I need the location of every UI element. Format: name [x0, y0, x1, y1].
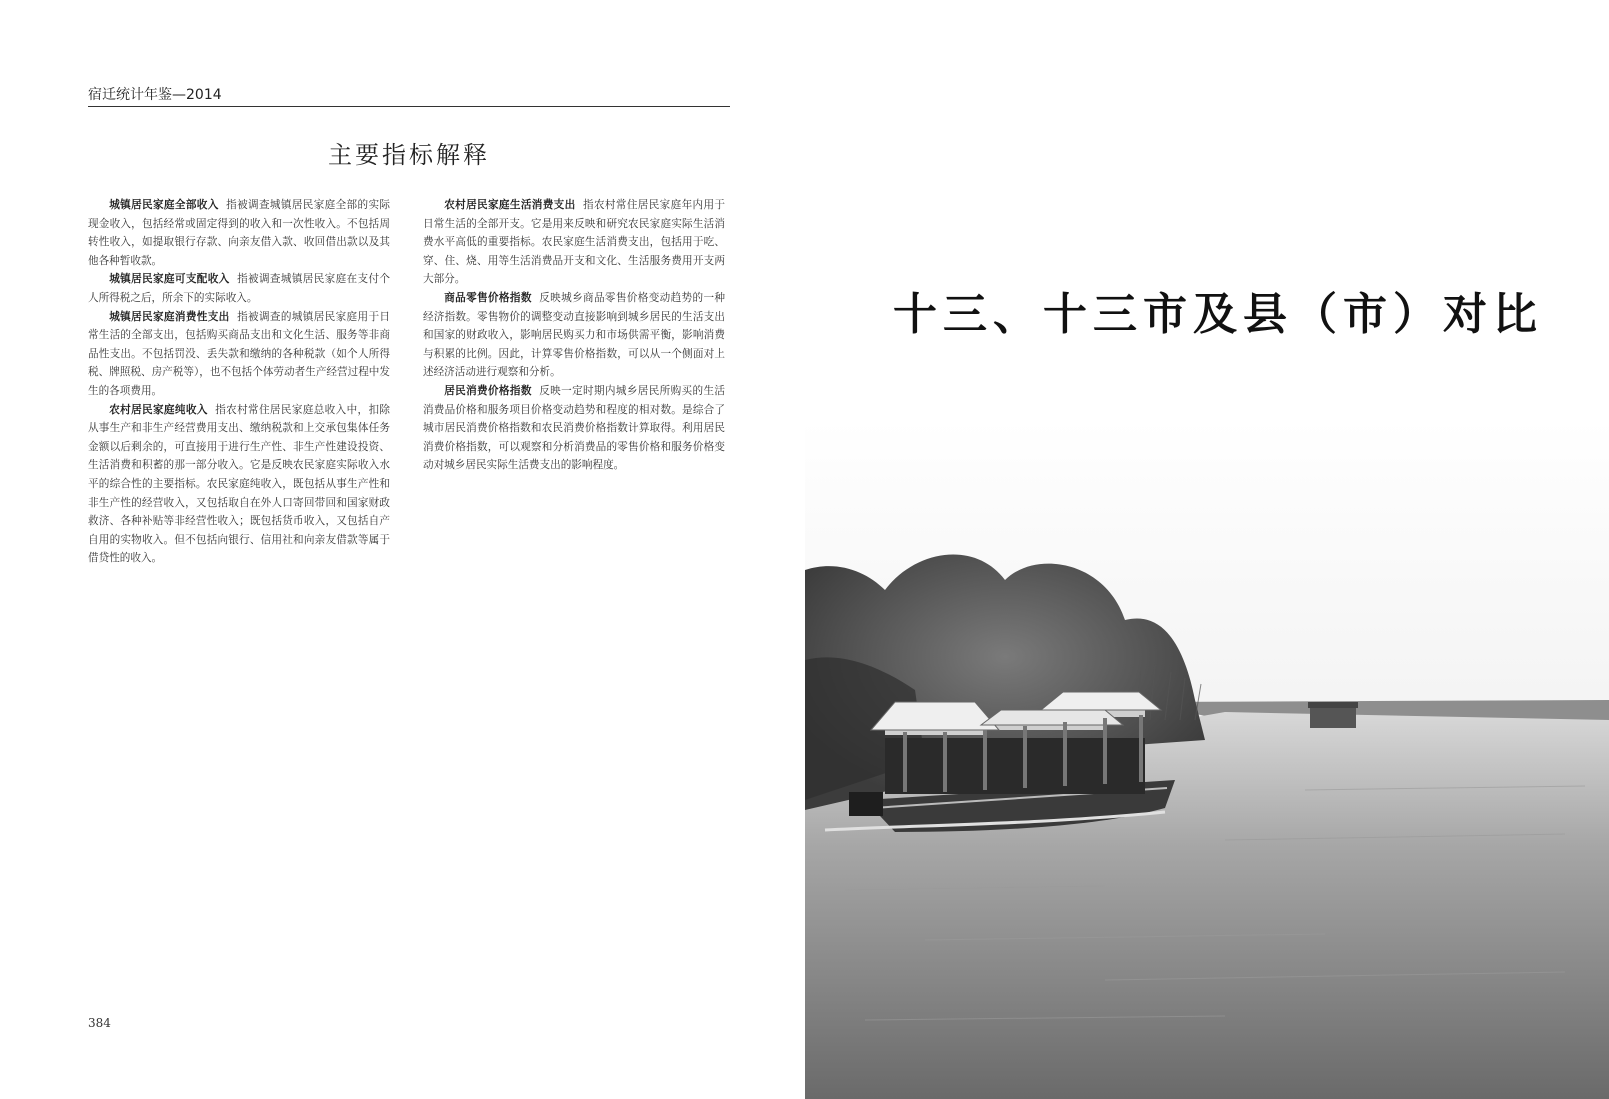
chapter-title: 十三、十三市及县（市）对比 — [893, 289, 1543, 340]
left-page — [0, 0, 800, 1099]
text-column-2 — [423, 196, 725, 475]
definition-paragraph — [88, 308, 390, 401]
definition-text: 指农村常住居民家庭总收入中，扣除从事生产和非生产经营费用支出、缴纳税款和上交承包集体任务金额以后剩余的，可直接用于进行生产性、非生产性建设投资、生活消费和积蓄的那一部分收入。它是反映农民家庭实际收入水平的综合性的主要指标。农民家庭纯收入，既包括从事生产性和非生产性的经营收入，又包括取自在外人口寄回带回和国家财政救济、各种补贴等非经营性收入；既包括货币收入，又包括自产自用的实物收入。但不包括向银行、信用社和向亲友借款等属于借贷性的收入。 — [88, 403, 391, 565]
right-page — [805, 0, 1609, 1099]
definition-text: 指被调查城镇居民家庭全部的实际现金收入，包括经常或固定得到的收入和一次性收入。不包括周转性收入，如提取银行存款、向亲友借入款、收回借出款以及其他各种暂收款。 — [88, 199, 390, 267]
definition-paragraph — [423, 382, 725, 475]
running-header: 宿迁统计年鉴—2014 — [88, 84, 730, 107]
definition-term: 城镇居民家庭全部收入 — [109, 199, 219, 211]
text-column-1 — [88, 196, 390, 568]
definition-text: 反映一定时期内城乡居民所购买的生活消费品价格和服务项目价格变动趋势和程度的相对数。是综合了城市居民消费价格指数和农民消费价格指数计算取得。利用居民消费价格指数，可以观察和分析消费品的零售价格和服务价格变动对城乡居民实际生活费支出的影响程度。 — [423, 384, 725, 472]
definition-term: 农村居民家庭生活消费支出 — [444, 199, 576, 211]
definition-term: 商品零售价格指数 — [444, 291, 532, 304]
section-title: 主要指标解释 — [328, 141, 490, 169]
page-number: 384 — [88, 1016, 111, 1030]
definition-term: 居民消费价格指数 — [444, 384, 532, 397]
definition-term: 城镇居民家庭消费性支出 — [109, 310, 230, 323]
definition-paragraph — [88, 270, 390, 307]
definition-term: 农村居民家庭纯收入 — [109, 403, 208, 416]
definition-paragraph — [88, 401, 390, 568]
definition-term: 城镇居民家庭可支配收入 — [109, 273, 230, 286]
definition-paragraph — [423, 196, 725, 289]
definition-text: 反映城乡商品零售价格变动趋势的一种经济指数。零售物价的调整变动直接影响到城乡居民的生活支出和国家的财政收入，影响居民购买力和市场供需平衡，影响消费与积累的比例。因此，计算零售价格指数，可以从一个侧面对上述经济活动进行观察和分析。 — [423, 291, 725, 379]
distant-boat — [1308, 702, 1358, 728]
definition-text: 指被调查城镇居民家庭在支付个人所得税之后，所余下的实际收入。 — [88, 273, 390, 304]
definition-text: 指农村常住居民家庭年内用于日常生活的全部开支。它是用来反映和研究农民家庭实际生活消费水平高低的重要指标。农民家庭生活消费支出，包括用于吃、穿、住、烧、用等生活消费品开支和文化、生活服务费用开支两大部分。 — [423, 199, 726, 286]
definition-text: 指被调查的城镇居民家庭用于日常生活的全部支出，包括购买商品支出和文化生活、服务等非商品性支出。不包括罚没、丢失款和缴纳的各种税款（如个人所得税、牌照税、房产税等），也不包括个体劳动者生产经营过程中发生的各项费用。 — [88, 310, 390, 397]
river-boat-photo — [805, 420, 1609, 1099]
definition-paragraph — [423, 289, 725, 382]
definition-paragraph — [88, 196, 390, 270]
